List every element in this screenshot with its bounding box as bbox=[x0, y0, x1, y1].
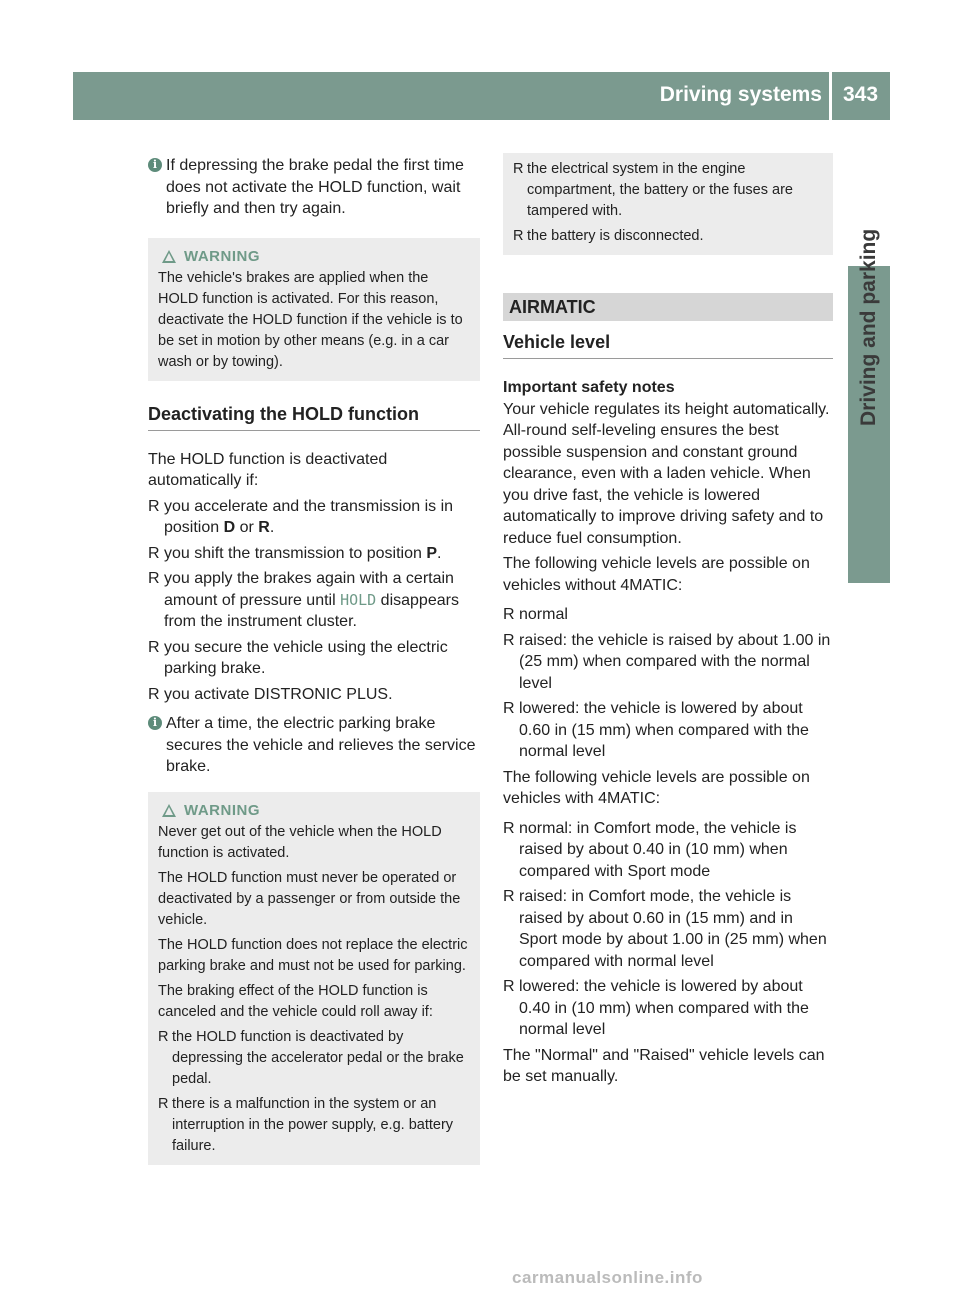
side-tab-block bbox=[848, 521, 890, 583]
paragraph: Your vehicle regulates its height automatically. All-round self-leveling ensures the best possible suspension and constant ground clearance, even with a laden vehicle. When you drive fast, the vehicle is lowered automatically to improve driving safety and to reduce fuel consumption. bbox=[503, 400, 830, 547]
right-column bbox=[503, 153, 833, 1088]
heading-deactivating-hold: Deactivating the HOLD function bbox=[148, 401, 480, 431]
header-divider bbox=[829, 72, 832, 120]
side-tab-label: Driving and parking bbox=[857, 228, 880, 426]
warning-box-towing: WARNING The vehicle's brakes are applied when the HOLD function is activated. For this reason, deactivate the HOLD function if the vehicle is to be set in motion by other means (e.g. in a car wash or by towing). bbox=[148, 238, 480, 381]
info-icon: i bbox=[148, 158, 162, 172]
list-item: R the electrical system in the engine compartment, the battery or the fuses are tampered with. bbox=[513, 159, 825, 222]
list-item: R you activate DISTRONIC PLUS. bbox=[148, 684, 480, 706]
list-item: R you apply the brakes again with a certain amount of pressure until HOLD disappears from the instrument cluster. bbox=[148, 568, 480, 633]
section-banner-airmatic: AIRMATIC bbox=[503, 293, 833, 321]
list-item: R you accelerate and the transmission is in position D or R. bbox=[148, 496, 480, 539]
subheading-safety-notes: Important safety notes bbox=[503, 379, 675, 396]
list-item: R lowered: the vehicle is lowered by about 0.60 in (15 mm) when compared with the normal level bbox=[503, 698, 833, 763]
hold-display-indicator: HOLD bbox=[340, 590, 377, 609]
warning-triangle-icon bbox=[162, 250, 176, 263]
list-item: R normal: in Comfort mode, the vehicle is raised by about 0.40 in (10 mm) when compared with Sport mode bbox=[503, 818, 833, 883]
info-note-hold-retry: i If depressing the brake pedal the first time does not activate the HOLD function, wait briefly and then try again. bbox=[148, 155, 480, 220]
section-title: Driving systems bbox=[659, 83, 822, 106]
info-icon: i bbox=[148, 716, 162, 730]
list-item: R you secure the vehicle using the electric parking brake. bbox=[148, 637, 480, 680]
paragraph: The following vehicle levels are possible on vehicles with 4MATIC: bbox=[503, 768, 810, 807]
page-number: 343 bbox=[843, 83, 879, 106]
list-item: R the HOLD function is deactivated by depressing the accelerator pedal or the brake pedal. bbox=[158, 1027, 472, 1090]
warning-box-continued bbox=[503, 153, 833, 255]
list-item: R you shift the transmission to position P. bbox=[148, 543, 480, 565]
list-item: R there is a malfunction in the system or an interruption in the power supply, e.g. battery failure. bbox=[158, 1094, 472, 1157]
list-item: R normal bbox=[503, 604, 833, 626]
warning-label: WARNING bbox=[184, 247, 260, 265]
warning-label: WARNING bbox=[184, 801, 260, 819]
watermark: carmanualsonline.info bbox=[512, 1268, 703, 1287]
list-item: R lowered: the vehicle is lowered by about 0.40 in (10 mm) when compared with the normal level bbox=[503, 976, 833, 1041]
info-note-parking-brake: i After a time, the electric parking brake secures the vehicle and relieves the service brake. bbox=[148, 713, 480, 778]
left-column bbox=[148, 155, 480, 1165]
paragraph: The "Normal" and "Raised" vehicle levels can be set manually. bbox=[503, 1046, 825, 1085]
warning-triangle-icon bbox=[162, 804, 176, 817]
list-item: R raised: in Comfort mode, the vehicle is raised by about 0.60 in (15 mm) and in Sport mode by about 1.00 in (25 mm) when compared with normal level bbox=[503, 886, 833, 972]
deactivation-intro: The HOLD function is deactivated automatically if: bbox=[148, 450, 388, 489]
paragraph: The following vehicle levels are possible on vehicles without 4MATIC: bbox=[503, 555, 810, 594]
list-item: R raised: the vehicle is raised by about 1.00 in (25 mm) when compared with the normal level bbox=[503, 630, 833, 695]
heading-vehicle-level: Vehicle level bbox=[503, 329, 833, 359]
list-item: R the battery is disconnected. bbox=[513, 226, 825, 247]
warning-box-hold: WARNING Never get out of the vehicle when the HOLD function is activated. The HOLD function must never be operated or deactivated by a passenger or from outside the vehicle. The HOLD function does not replace the electric parking brake and must not be used for parking. The braking effect of the HOLD function is canceled and the vehicle could roll away if: R the HOLD function is deactivated by depressing the accelerator pedal or the brake pedal. R there is a malfunction in the system or an interruption in the power supply, e.g. battery failure. bbox=[148, 792, 480, 1165]
